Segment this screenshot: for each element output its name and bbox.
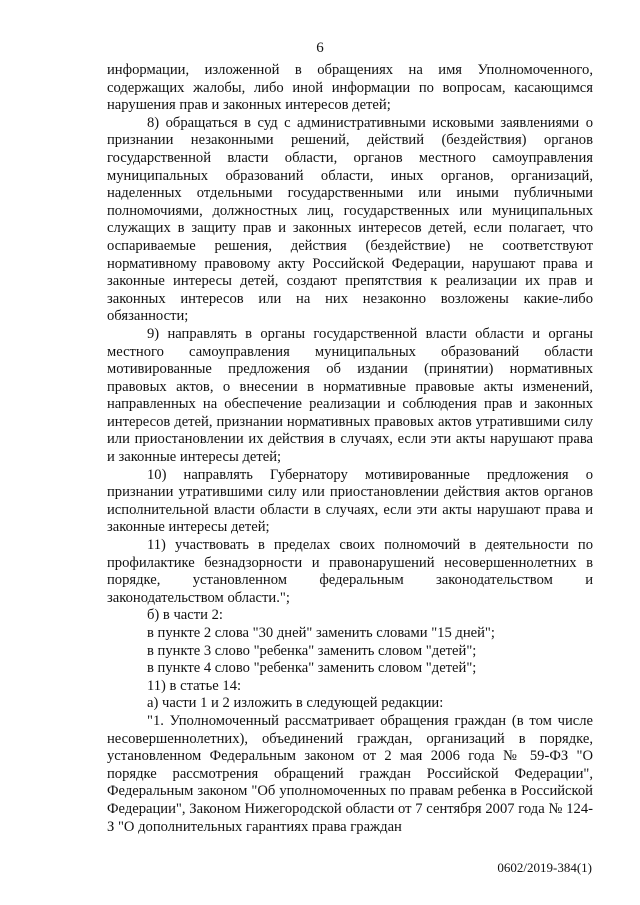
document-code: 0602/2019-384(1) [497, 860, 592, 875]
document-body [107, 62, 593, 836]
paragraph-parts-1-2: а) части 1 и 2 изложить в следующей редакции: [147, 695, 444, 712]
paragraph-point-3: в пункте 3 слово "ребенка" заменить словом "детей"; [147, 642, 477, 659]
paragraph-item-8: 8) обращаться в суд с административными исковыми заявлениями о признании незаконными решений, действий (бездействия) органов государственной власти области, органов местного самоуправления муниципальных образований области, иных органов, организаций, наделенных отдельными государственными или иными публичными полномочиями, должностных лиц, государственных или муниципальных служащих в защиту прав и законных интересов детей, если полагает, что оспариваемые решения, действия (бездействие) не соответствуют нормативному правовому акту Российской Федерации, нарушают права и законные интересы детей, создают препятствия к реализации их прав и законных интересов или на них незаконно возложены какие-либо обязанности; [107, 114, 593, 325]
paragraph-part-2: б) в части 2: [147, 607, 223, 624]
paragraph-item-9: 9) направлять в органы государственной власти области и органы местного самоуправления муниципальных образований области мотивированные предложения об издании (принятии) нормативных правовых актов, о внесении в нормативные правовые акты изменений, направленных на обеспечение реализации и соблюдения прав и законных интересов детей, признании нормативных правовых актов утратившими силу или приостановлении их действия в случаях, если эти акты нарушают права и законные интересы детей; [107, 325, 593, 466]
paragraph-item-10: 10) направлять Губернатору мотивированные предложения о признании утратившими силу или приостановлении действия актов органов исполнительной власти области в случаях, если эти акты нарушают права и законные интересы детей; [107, 466, 593, 536]
paragraph-point-4: в пункте 4 слово "ребенка" заменить словом "детей"; [147, 660, 477, 677]
page-number: 6 [316, 40, 324, 56]
paragraph-point-2: в пункте 2 слова "30 дней" заменить словами "15 дней"; [147, 625, 495, 641]
paragraph-item-11: 11) участвовать в пределах своих полномочий в деятельности по профилактике безнадзорности и правонарушений несовершеннолетних в порядке, установленном федеральным законодательством и законодательством области."; [107, 537, 593, 606]
paragraph-article-14: 11) в статье 14: [147, 677, 242, 694]
paragraph-quoted-part-1: "1. Уполномоченный рассматривает обращения граждан (в том числе несовершеннолетних), объединений граждан, организаций в порядке, установленном Федеральным законом от 2 мая 2006 года № 59-ФЗ "О порядке рассмотрения обращений граждан Российской Федерации", Федеральным законом "Об уполномоченных по правам ребенка в Российской Федерации", Законом Нижегородской области от 7 сентября 2007 года № 124-З "О дополнительных гарантиях права граждан [107, 712, 593, 835]
paragraph-continuation: информации, изложенной в обращениях на имя Уполномоченного, содержащих жалобы, либо иной информации по вопросам, касающимся нарушения прав и законных интересов детей; [107, 62, 593, 114]
